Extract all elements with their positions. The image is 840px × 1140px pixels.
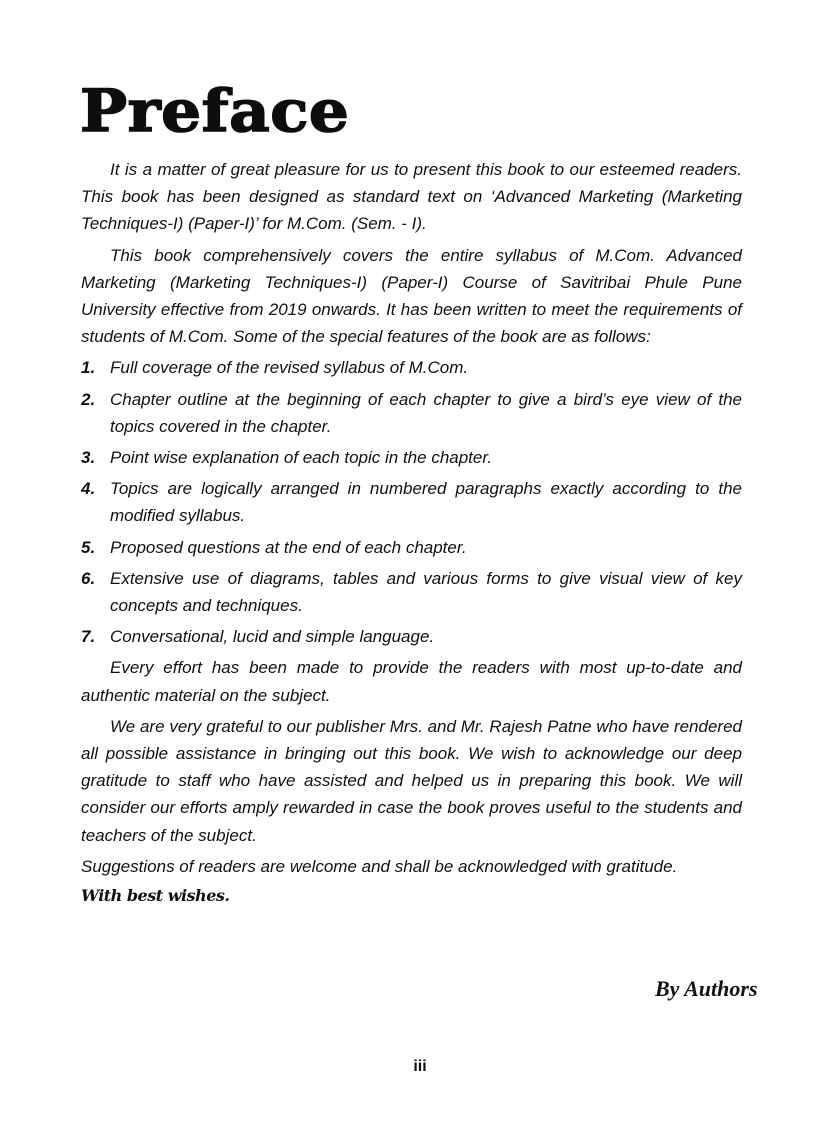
closing-paragraph-1: Every effort has been made to provide the readers with most up-to-date and authentic material on the subject.	[81, 658, 742, 705]
feature-text: Topics are logically arranged in numbered paragraphs exactly according to the modified syllabus.	[110, 479, 742, 526]
feature-number: 3.	[81, 448, 96, 468]
feature-item	[81, 354, 742, 381]
closing-paragraph-2: We are very grateful to our publisher Mrs. and Mr. Rajesh Patne who have rendered all possible assistance in bringing out this book. We wish to acknowledge our deep gratitude to staff who have assisted and helped us in preparing this book. We will consider our efforts amply rewarded in case the book proves useful to the students and teachers of the subject.	[81, 716, 742, 845]
feature-item	[81, 386, 742, 440]
feature-item	[81, 475, 742, 529]
feature-number: 5.	[81, 537, 96, 557]
feature-item	[81, 444, 742, 471]
intro-paragraph-2: This book comprehensively covers the entire syllabus of M.Com. Advanced Marketing (Marketing Techniques-I) (Paper-I) Course of Savitribai Phule Pune University effective from 2019 onwards. It has been written to meet the requirements of students of M.Com. Some of the special features of the book are as follows:	[81, 245, 742, 347]
feature-number: 2.	[81, 389, 96, 409]
best-wishes: With best wishes.	[81, 886, 230, 906]
feature-item	[81, 565, 742, 619]
preface-body	[81, 156, 742, 908]
feature-text: Full coverage of the revised syllabus of M.Com.	[110, 358, 469, 378]
suggestions-paragraph: Suggestions of readers are welcome and shall be acknowledged with gratitude.	[81, 856, 678, 876]
feature-text: Chapter outline at the beginning of each chapter to give a bird’s eye view of the topics covered in the chapter.	[110, 389, 742, 436]
feature-text: Point wise explanation of each topic in the chapter.	[110, 448, 493, 468]
feature-text: Proposed questions at the end of each chapter.	[110, 537, 467, 557]
feature-item	[81, 623, 742, 650]
feature-number: 4.	[81, 479, 96, 499]
feature-item	[81, 534, 742, 561]
feature-text: Extensive use of diagrams, tables and various forms to give visual view of key concepts and techniques.	[110, 568, 742, 616]
signature: By Authors	[655, 976, 758, 1001]
feature-number: 1.	[81, 358, 96, 378]
feature-number: 7.	[81, 627, 96, 647]
feature-text: Conversational, lucid and simple language.	[110, 627, 435, 647]
intro-paragraph-1: It is a matter of great pleasure for us to present this book to our esteemed readers. This book has been designed as standard text on ‘Advanced Marketing (Marketing Techniques-I) (Paper-I)’ for M.Com. (Sem. - I).	[81, 160, 742, 234]
page-title: Preface	[80, 77, 350, 145]
page-number: iii	[413, 1058, 427, 1075]
features-list	[81, 354, 742, 650]
feature-number: 6.	[81, 568, 96, 588]
